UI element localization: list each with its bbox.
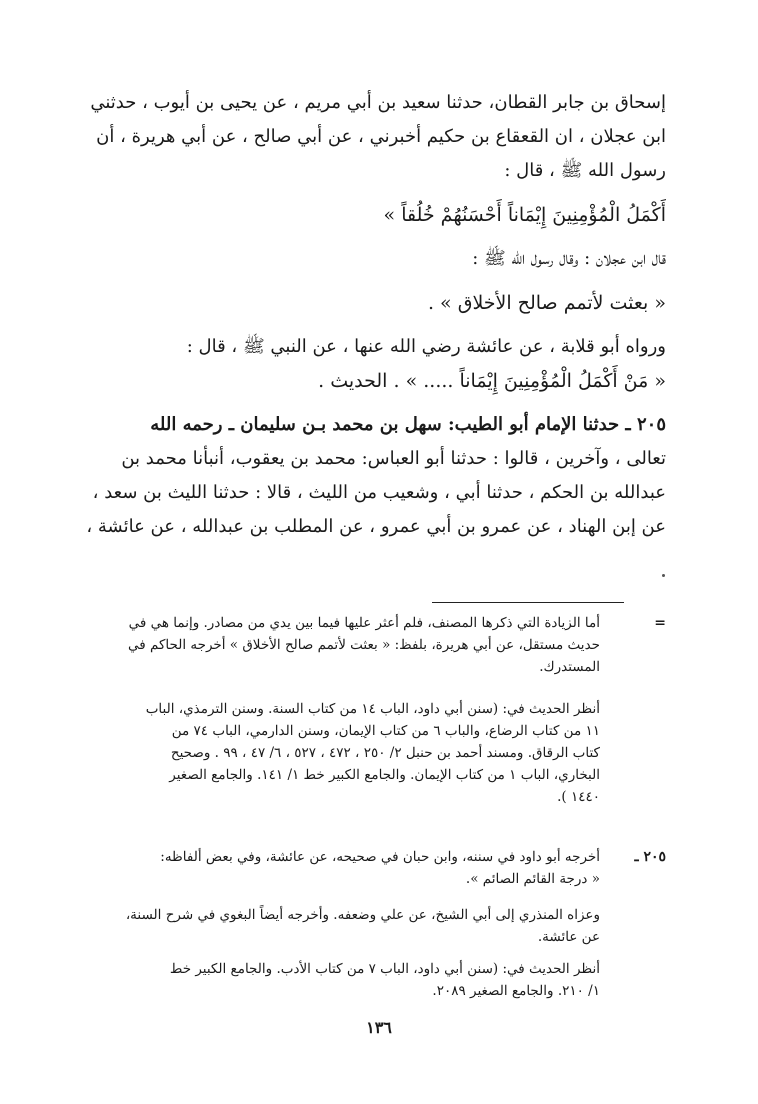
footnote-line: أنظر الحديث في: (سنن أبي داود، الباب ١٤ من كتاب السنة. وسنن الترمذي، الباب [145, 701, 600, 717]
text-line: قال ابن عجلان : وقال رسول الله ﷺ : [472, 248, 666, 269]
footnote [36, 904, 662, 948]
text-line: ورواه أبو قلابة ، عن عائشة رضي الله عنها ، عن النبي ﷺ ، قال : [186, 336, 666, 357]
footnote-line: عن عائشة. [537, 929, 600, 945]
hadith-quote: « مَنْ أَكْمَلُ الْمُؤْمِنِينَ إِيْمَاناً ..... » . الحديث . [318, 370, 666, 392]
footnote-line: ١١ من كتاب الرضاع، والباب ٦ من كتاب الإيمان، وسنن الدارمي، الباب ٧٤ من [171, 723, 600, 739]
footnote-line: كتاب الرقاق. ومسند أحمد بن حنبل ٢/ ٢٥٠ ، ٤٧٢ ، ٥٢٧ ، ٦/ ٤٧ ، ٩٩ . وصحيح [170, 745, 600, 761]
footnote [36, 612, 666, 678]
text-line: عن إبن الهناد ، عن عمرو بن أبي عمرو ، عن المطلب بن عبدالله ، عن عائشة ، [86, 516, 666, 537]
footnote-line: ١/ ٢١٠. والجامع الصغير ٢٠٨٩. [432, 983, 600, 999]
footnote-line: ١٤٤٠ ). [557, 789, 600, 805]
footnote-line: أما الزيادة التي ذكرها المصنف، فلم أعثر عليها فيما بين يدي من مصادر. وإنما هي في [128, 615, 600, 631]
footnote-line: « درجة القائم الصائم ». [465, 871, 600, 887]
hadith-quote: أَكْمَلُ الْمُؤْمِنِينَ إِيْمَاناً أَحْسَنُهُمْ خُلُقاً » [383, 204, 666, 226]
footnote [36, 958, 662, 1002]
text-line: عبدالله بن الحكم ، حدثنا أبي ، وشعيب من الليث ، قالا : حدثنا الليث بن سعد ، [92, 482, 666, 503]
footnote-205 [36, 846, 666, 890]
text-line: إسحاق بن جابر القطان، حدثنا سعيد بن أبي مريم ، عن يحيى بن أيوب ، حدثني [90, 92, 666, 113]
text-line: ابن عجلان ، ان القعقاع بن حكيم أخبرني ، عن أبي صالح ، عن أبي هريرة ، أن [96, 126, 666, 147]
footnote-line: المستدرك. [539, 659, 600, 675]
margin-mark [662, 574, 665, 577]
hadith-quote: « بعثت لأتمم صالح الأخلاق » . [427, 292, 666, 314]
footnote [36, 698, 662, 808]
hadith-205-heading: ٢٠٥ ـ حدثنا الإمام أبو الطيب: سهل بن محمد بـن سليمان ـ رحمه الله [150, 414, 666, 435]
page-number: ١٣٦ [366, 1018, 392, 1037]
footnote-line: وعزاه المنذري إلى أبي الشيخ، عن علي وضعفه. وأخرجه أيضاً البغوي في شرح السنة، [125, 907, 600, 923]
footnote-marker: ٢٠٥ ـ [634, 849, 666, 865]
footnote-line: البخاري، الباب ١ من كتاب الإيمان. والجامع الكبير خط ١/ ١٤١. والجامع الصغير [169, 767, 600, 783]
footnote-divider [432, 602, 624, 603]
footnote-line: حديث مستقل، عن أبي هريرة، بلفظ: « بعثت لأتمم صالح الأخلاق » أخرجه الحاكم في [127, 637, 600, 653]
main-text [60, 86, 666, 544]
text-line: رسول الله ﷺ ، قال : [504, 160, 666, 181]
text-line: تعالى ، وآخرين ، قالوا : حدثنا أبو العباس: محمد بن يعقوب، أنبأنا محمد بن [121, 448, 666, 469]
footnote-line: أنظر الحديث في: (سنن أبي داود، الباب ٧ من كتاب الأدب. والجامع الكبير خط [169, 961, 600, 977]
footnote-marker: = [654, 615, 666, 631]
footnote-line: أخرجه أبو داود في سننه، وابن حبان في صحيحه، عن عائشة، وفي بعض ألفاظه: [160, 849, 600, 865]
